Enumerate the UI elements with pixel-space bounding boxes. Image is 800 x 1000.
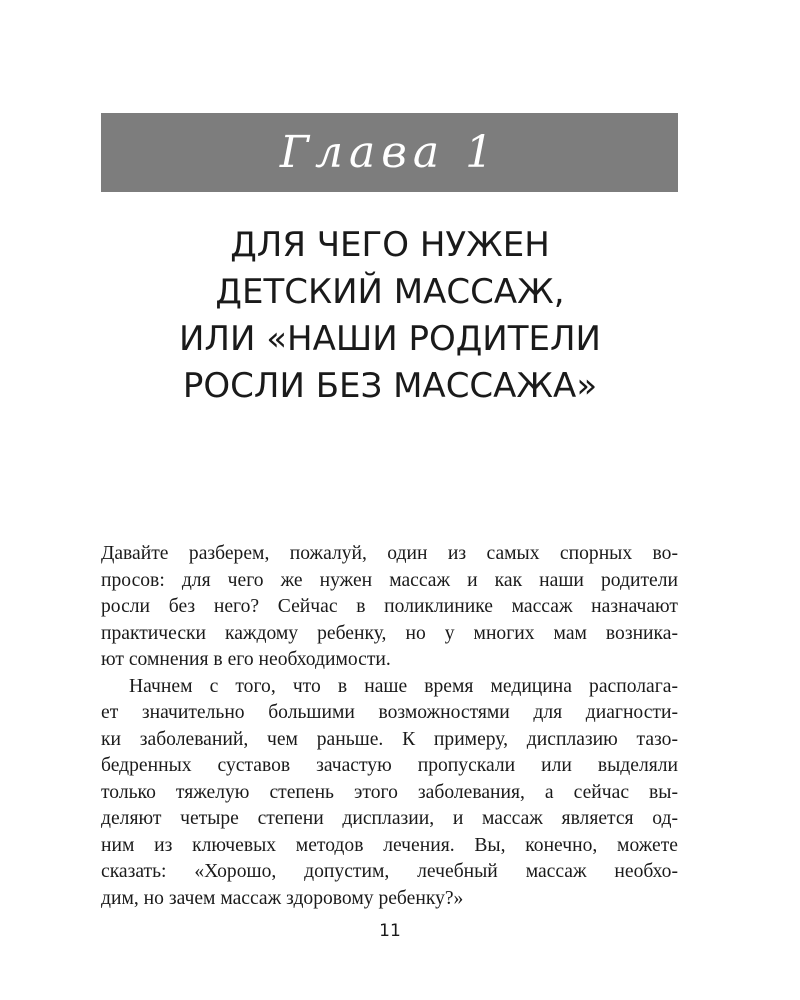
paragraph-2-line: дим, но зачем массаж здоровому ребенку?»	[101, 887, 464, 909]
paragraph-2-line: бедренных суставов зачастую пропускали или выделяли	[101, 755, 678, 776]
paragraph-2-line: ет значительно большими возможностями для диагности-	[101, 702, 678, 723]
page-number: 11	[379, 921, 401, 941]
chapter-label: Глава 1	[279, 126, 500, 178]
chapter-title-line: РОСЛИ БЕЗ МАССАЖА»	[182, 366, 598, 406]
paragraph-2-line: деляют четыре степени дисплазии, и массаж является од-	[101, 808, 678, 829]
paragraph-1-line: ют сомнения в его необходимости.	[101, 649, 391, 670]
chapter-title-line: ДЛЯ ЧЕГО НУЖЕН	[230, 225, 550, 265]
paragraph-2-line: сказать: «Хорошо, допустим, лечебный массаж необхо-	[101, 861, 678, 882]
chapter-title	[100, 222, 680, 410]
body-text	[101, 541, 678, 912]
paragraph-1-line: росли без него? Сейчас в поликлинике массаж назначают	[101, 596, 678, 617]
chapter-banner	[101, 113, 678, 192]
paragraph-1-line: практически каждому ребенку, но у многих мам возника-	[101, 622, 678, 644]
chapter-title-line: ИЛИ «НАШИ РОДИТЕЛИ	[179, 319, 601, 359]
paragraph-2-line: Начнем с того, что в наше время медицина располага-	[129, 675, 678, 697]
paragraph-2-line: ним из ключевых методов лечения. Вы, конечно, можете	[101, 834, 678, 856]
paragraph-2-line: только тяжелую степень этого заболевания, а сейчас вы-	[101, 781, 678, 803]
paragraph-2-line: ки заболеваний, чем раньше. К примеру, дисплазию тазо-	[101, 728, 678, 750]
chapter-title-line: ДЕТСКИЙ МАССАЖ,	[215, 272, 565, 312]
paragraph-1-line: просов: для чего же нужен массаж и как наши родители	[101, 569, 678, 591]
paragraph-1-line: Давайте разберем, пожалуй, один из самых спорных во-	[101, 543, 678, 564]
